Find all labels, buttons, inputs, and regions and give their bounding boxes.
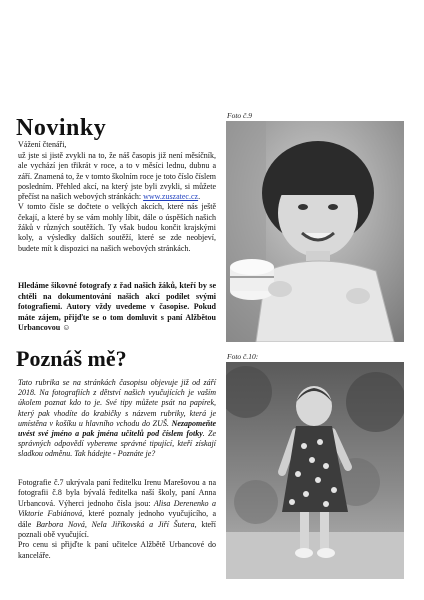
photo-9-image <box>226 121 404 342</box>
greeting: Vážení čtenáři, <box>18 140 67 149</box>
results-text <box>18 478 216 561</box>
rubrika-text <box>18 378 216 460</box>
childhood-photo-9 <box>226 121 404 342</box>
pozname-heading: Poznáš mě? <box>16 346 127 371</box>
caption-foto-9: Foto č.9 <box>227 111 252 120</box>
novinky-paragraph-1a: už jste si jistě zvykli na to, že náš časopis již není měsíčník, ale vychází jen třikrát v roce, a to v měsíci lednu, dubnu a září. Znamená to, že v tomto školním roce je toto číslo číslem posledním. Přehled akcí, na který jste byli zvykli, si můžete přečíst na našich webových stránkách: <box>18 151 216 202</box>
novinky-heading: Novinky <box>16 115 107 141</box>
rubrika-part-c: . Ze správných odpovědí vybereme správné tipující, kteří získají sladkou odměnu. Tak hádejte - Poznáte je? <box>18 429 216 459</box>
rubrika-part-a: Tato rubrika se na stránkách časopisu objevuje již od září 2018. Na fotografiích z dětství našich vyučujících je vaším úkolem poznat kdo to je. Své tipy můžete psát na papírek, který pak vhodíte do krabičky s názvem rubriky, která je umístěna v košíku u hlavního vchodu do ZUŠ. <box>18 378 216 428</box>
photo-10-image <box>226 362 404 579</box>
novinky-body <box>18 151 216 254</box>
photographers-notice: Hledáme šikovné fotografy z řad našich žáků, kteří by se chtěli na dokumentování našich akcí podílet svými fotografiemi. Autory vždy uvedeme v časopise. Pokud máte zájem, přijďte se o tom domluvit s paní Alžbětou Urbancovou ☺ <box>18 281 216 333</box>
rubrika-emphasis: Nezapomeňte uvést své jméno a pak jména učitelů pod číslem fotky <box>18 418 216 439</box>
prize-note: Pro cenu si přijďte k paní učitelce Alžbětě Urbancové do kanceláře. <box>18 540 216 560</box>
website-link[interactable]: www.zuszatec.cz <box>143 192 199 202</box>
caption-foto-10: Foto č.10: <box>227 352 259 361</box>
results-part-a: Fotografie č.7 ukrývala paní ředitelku Irenu Marešovou a na fotografii č.8 byla bývalá ředitelka naší školy, paní Anna Urbancová. Výherci jednoho čísla jsou: <box>18 478 216 508</box>
childhood-photo-10 <box>226 362 404 579</box>
novinky-paragraph-2: V tomto čísle se dočtete o velkých akcích, které nás ještě čekají, a které by se vám mohly líbit, dále o úspěších našich žáků v různých soutěžích. Ty však budou končit krajskými koly, a výsledky dalších soutěží, které se zde neobjeví, budete mít k dispozici na našich webových stránkách. <box>18 202 216 253</box>
results-part-c: , které poznaly jednoho vyučujícího, a dále <box>18 509 217 529</box>
winners-1: Alisa Derenenko a Viktorie Fabiánová <box>18 498 216 519</box>
novinky-paragraph-1b: . <box>198 192 201 202</box>
results-part-e: , kteří poznali obě vyučující. <box>18 519 216 540</box>
winners-2: Barbora Nová, Nela Jiříkovská a Jiří Šutera <box>36 519 195 529</box>
